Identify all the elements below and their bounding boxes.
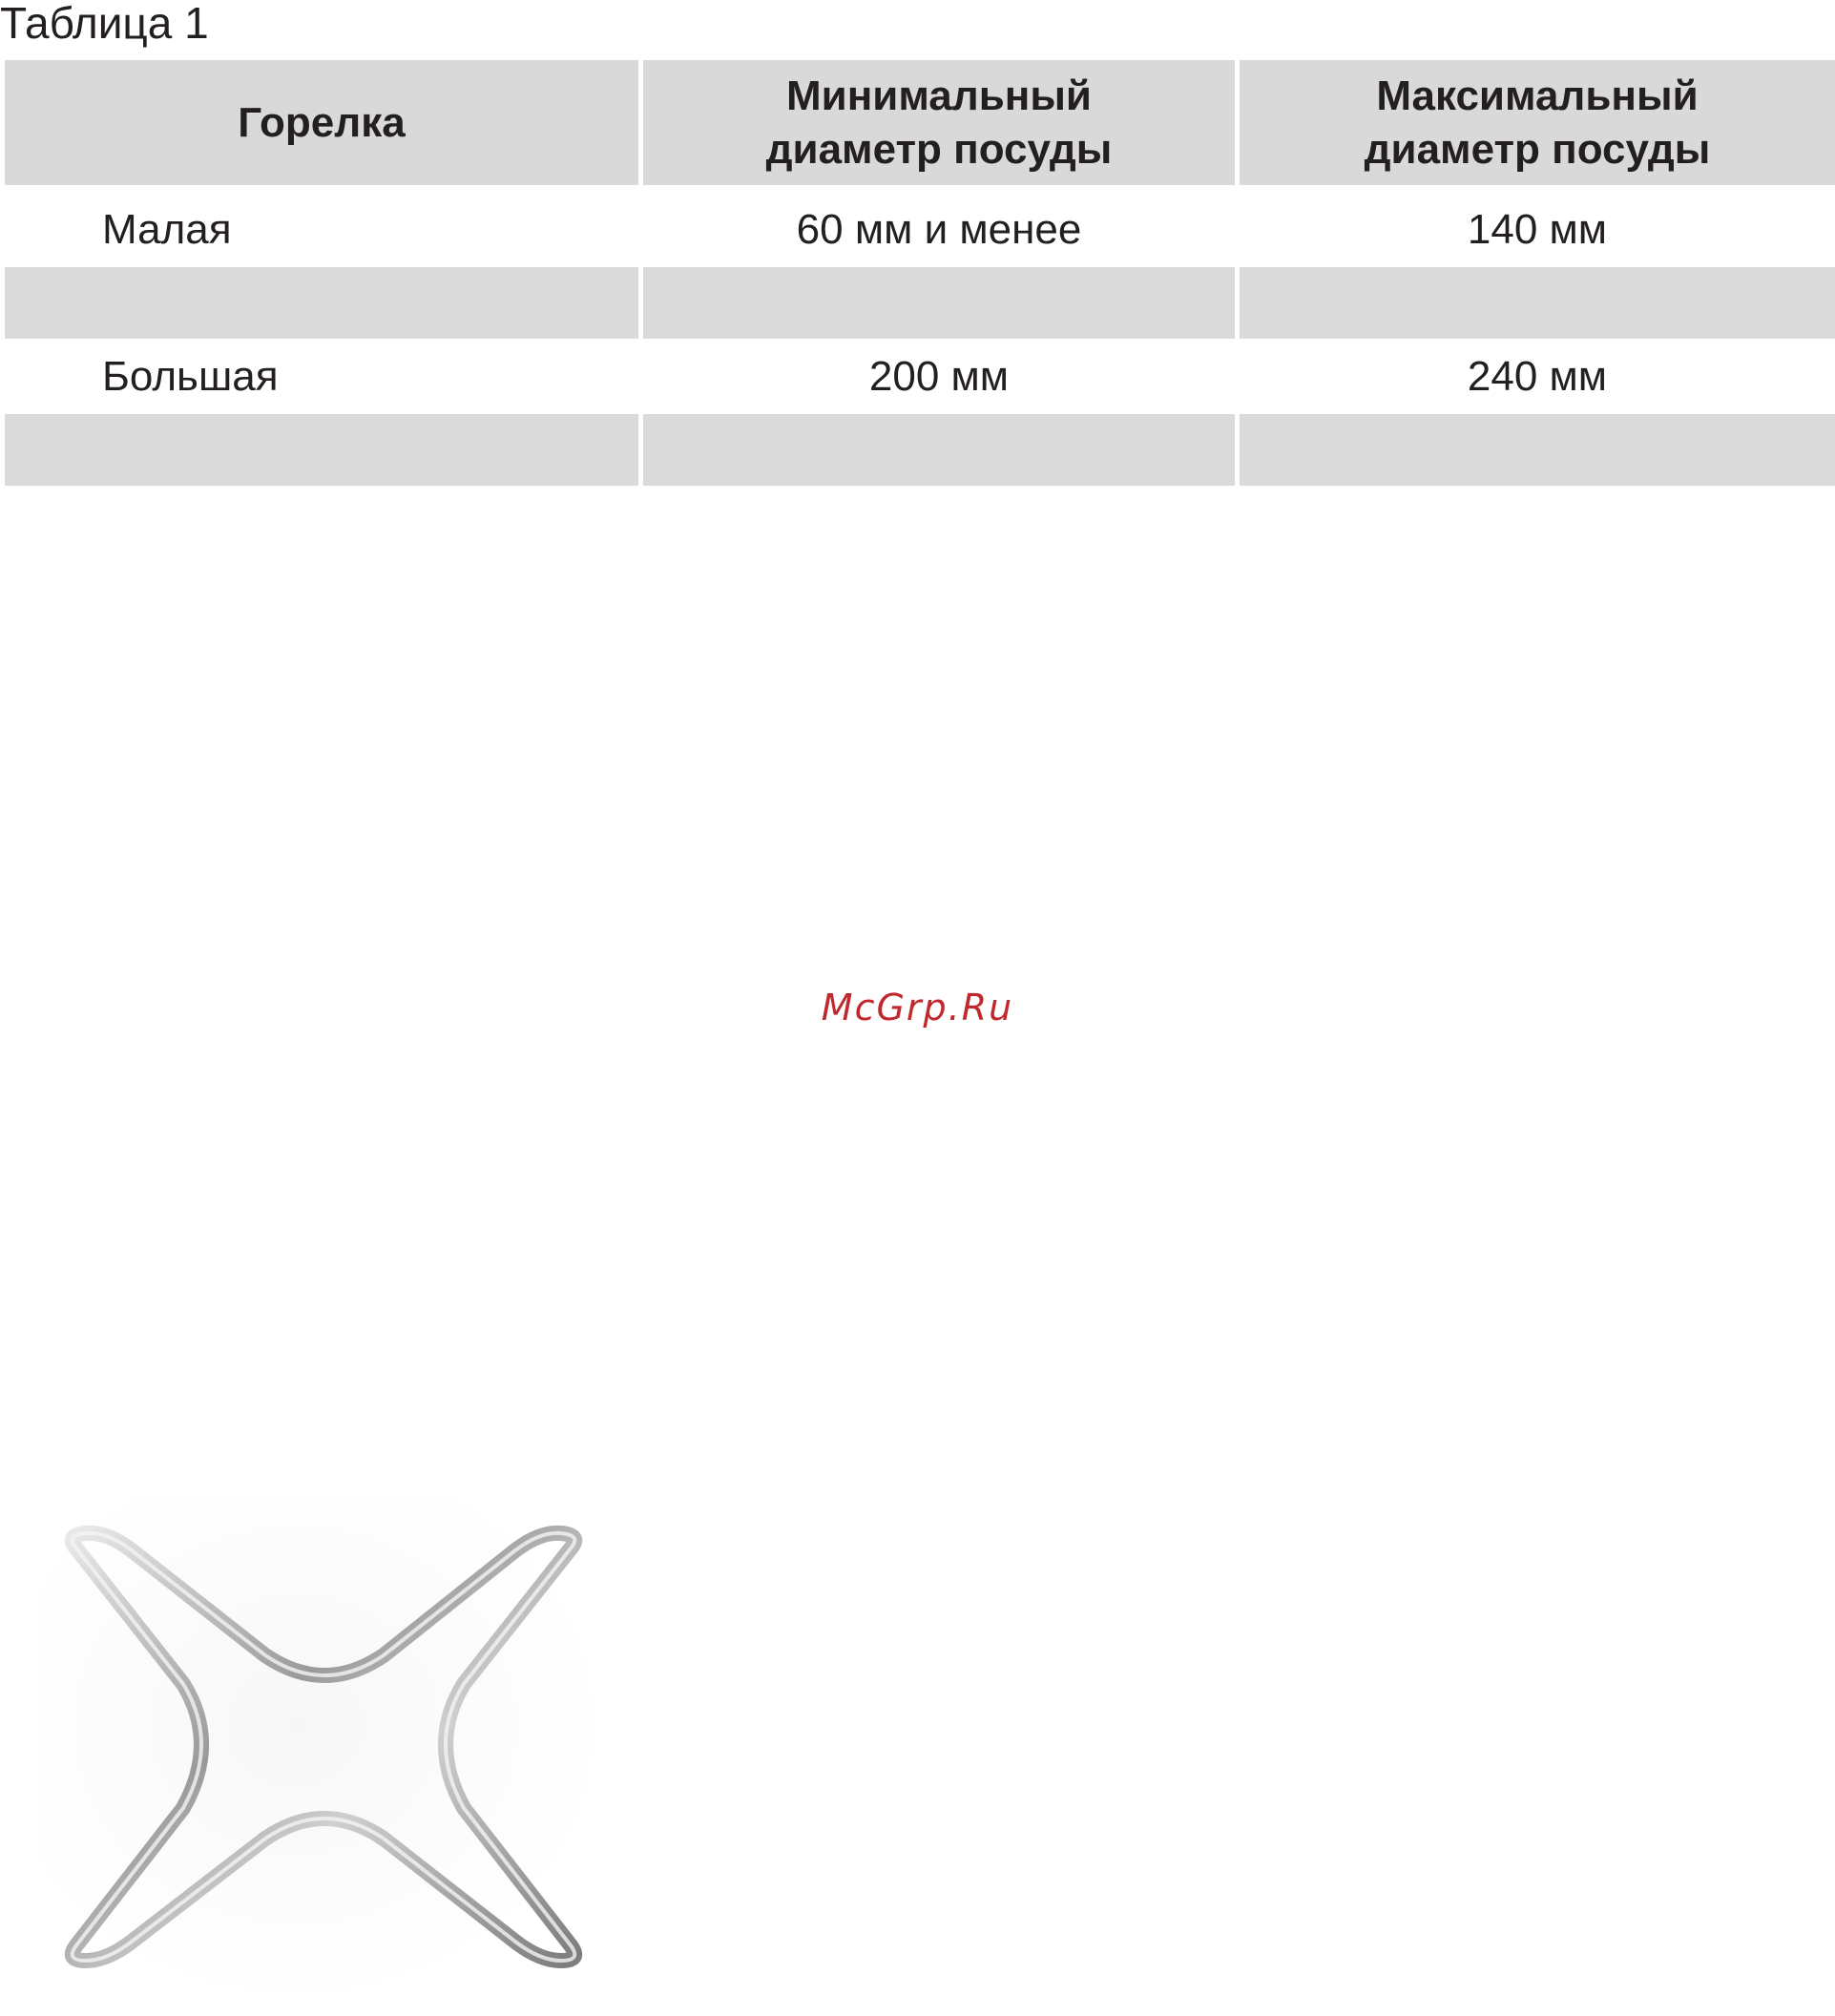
- min-diameter-value: 60 мм и менее: [796, 205, 1082, 253]
- burner-cell: Большая: [102, 352, 279, 400]
- header-max-diameter: [1240, 60, 1835, 185]
- burner-cell: Малая: [102, 205, 232, 253]
- header-min-diameter-line2: диаметр посуды: [765, 125, 1113, 173]
- header-burner: [5, 60, 638, 185]
- table-row: [0, 414, 1835, 486]
- max-diameter-cell: [1240, 192, 1835, 267]
- table-row: [0, 339, 1835, 414]
- min-diameter-cell: [643, 339, 1235, 414]
- watermark: McGrp.Ru: [821, 987, 1014, 1029]
- table-row: [0, 267, 1835, 339]
- header-min-diameter: [643, 60, 1235, 185]
- table-caption: Таблица 1: [0, 0, 209, 48]
- header-max-diameter-line2: диаметр посуды: [1364, 125, 1711, 173]
- max-diameter-cell: [1240, 267, 1835, 339]
- min-diameter-cell: [643, 267, 1235, 339]
- table-header-row: [0, 60, 1835, 185]
- min-diameter-cell: [643, 192, 1235, 267]
- max-diameter-value: 140 мм: [1467, 205, 1608, 253]
- burner-cell: [5, 267, 638, 339]
- burner-cell: [5, 414, 638, 486]
- min-diameter-cell: [643, 414, 1235, 486]
- header-burner-label: Горелка: [238, 98, 406, 146]
- max-diameter-value: 240 мм: [1467, 352, 1608, 400]
- max-diameter-cell: [1240, 414, 1835, 486]
- min-diameter-value: 200 мм: [868, 352, 1010, 400]
- max-diameter-cell: [1240, 339, 1835, 414]
- pan-support-grate-icon: [38, 1493, 611, 2008]
- pan-support-grate-illustration: [38, 1493, 611, 2008]
- cookware-diameter-table: [0, 60, 1835, 486]
- header-min-diameter-line1: Минимальный: [786, 72, 1092, 119]
- header-max-diameter-line1: Максимальный: [1376, 72, 1699, 119]
- table-row: [0, 192, 1835, 267]
